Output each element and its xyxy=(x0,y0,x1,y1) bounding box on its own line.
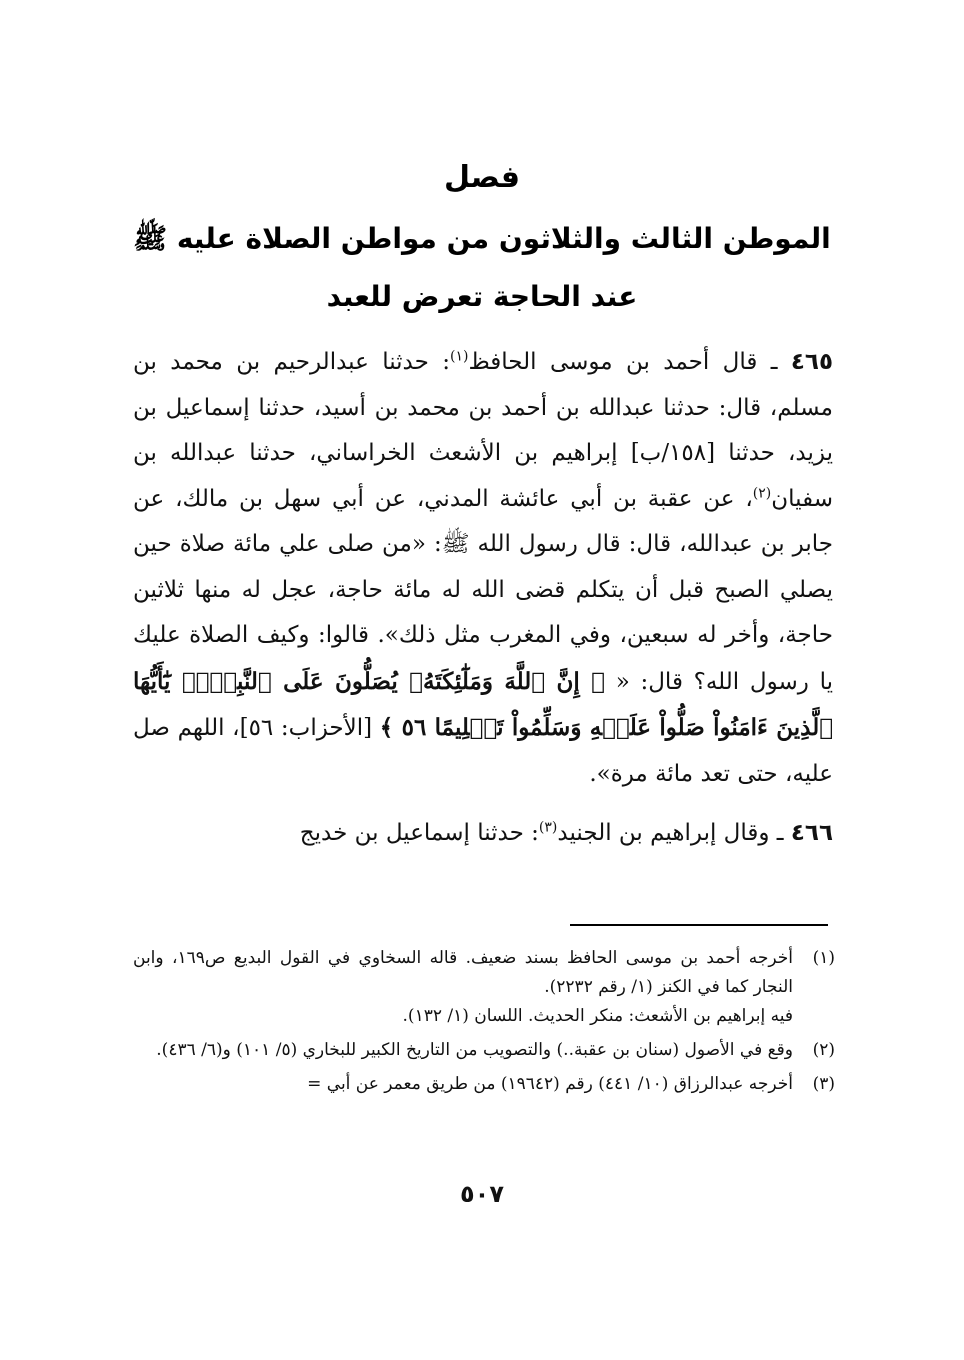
footnote-ref: (١) xyxy=(450,348,469,365)
footnote xyxy=(133,944,835,1031)
section-heading: فصل xyxy=(444,160,520,195)
footnote-ref: (٣) xyxy=(538,819,558,836)
footnote-ref: (٢) xyxy=(752,484,772,501)
footnote-separator xyxy=(570,924,828,926)
footnote-number: (٢) xyxy=(812,1040,835,1060)
hadith-number: ٤٦٥ xyxy=(790,349,833,375)
footnote-text xyxy=(133,944,793,1031)
hadith-466-paragraph xyxy=(133,811,833,857)
footnote-line: أخرجه أحمد بن موسى الحافظ بسند ضعيف. قاله السخاوي في القول البديع ص١٦٩، وابن النجار كما في الكنز (١/ رقم ٢٢٣٢). xyxy=(133,948,794,997)
footnote-line: فيه إبراهيم بن الأشعث: منكر الحديث. اللسان (١/ ١٣٢). xyxy=(402,1006,793,1026)
hadith-text: ـ وقال إبراهيم بن الجنيد xyxy=(557,820,791,846)
footnote xyxy=(133,1036,835,1065)
footnote-text xyxy=(133,1070,793,1099)
hadith-text: : حدثنا عبدالرحيم بن محمد بن مسلم، قال: حدثنا عبدالله بن أحمد بن محمد بن أسيد، حدثنا إسماعيل بن يزيد، حدثنا [١٥٨/ب] إبراهيم بن الأشعث الخراساني، حدثنا عبدالله بن سفيان xyxy=(133,349,833,512)
hadith-text: : حدثنا إسماعيل بن خديج xyxy=(299,820,539,846)
page-number: ٥٠٧ xyxy=(460,1180,504,1208)
hadith-text: [الأحزاب: ٥٦]، اللهم صل عليه، حتى تعد مائة مرة». xyxy=(133,715,833,787)
chapter-subtitle: عند الحاجة تعرض للعبد xyxy=(326,280,638,313)
footnote-line: وقع في الأصول (سنان بن عقبة..) والتصويب من التاريخ الكبير للبخاري (٥/ ١٠١) و(٦/ ٤٣٦). xyxy=(156,1040,793,1060)
quran-verse: ﴿ إِنَّ ٱللَّهَ وَمَلَٰٓئِكَتَهُۥ يُصَلُّونَ عَلَى ٱلنَّبِيِّۚ يَٰٓأَيُّهَا ٱلَّذِينَ ءَامَنُواْ صَلُّواْ عَلَيۡهِ وَسَلِّمُواْ تَسۡلِيمًا ٥٦ ﴾ xyxy=(133,667,834,741)
main-text xyxy=(133,340,833,857)
hadith-number: ٤٦٦ xyxy=(790,820,833,846)
footnotes xyxy=(133,944,835,1104)
hadith-text: ـ قال أحمد بن موسى الحافظ xyxy=(468,349,791,375)
footnote-number: (٣) xyxy=(812,1074,835,1094)
footnote-number: (١) xyxy=(812,948,835,968)
footnote-line: أخرجه عبدالرزاق (١٠/ ٤٤١) رقم (١٩٦٤٢) من طريق معمر عن أبي = xyxy=(307,1074,793,1094)
hadith-text: ، عن عقبة بن أبي عائشة المدني، عن أبي سهل بن مالك، عن جابر بن عبدالله، قال: قال رسول الله ﷺ: «من صلى علي مائة صلاة حين يصلي الصبح قبل أن يتكلم قضى الله له مائة حاجة، عجل له منها ثلاثين حاجة، وأخر له سبعين، وفي المغرب مثل ذلك». قالوا: وكيف الصلاة عليك يا رسول الله؟ قال: « xyxy=(133,485,833,695)
footnote xyxy=(133,1070,835,1099)
hadith-465-paragraph xyxy=(133,340,833,797)
chapter-title: الموطن الثالث والثلاثون من مواطن الصلاة عليه ﷺ xyxy=(133,222,831,255)
footnote-text xyxy=(133,1036,793,1065)
